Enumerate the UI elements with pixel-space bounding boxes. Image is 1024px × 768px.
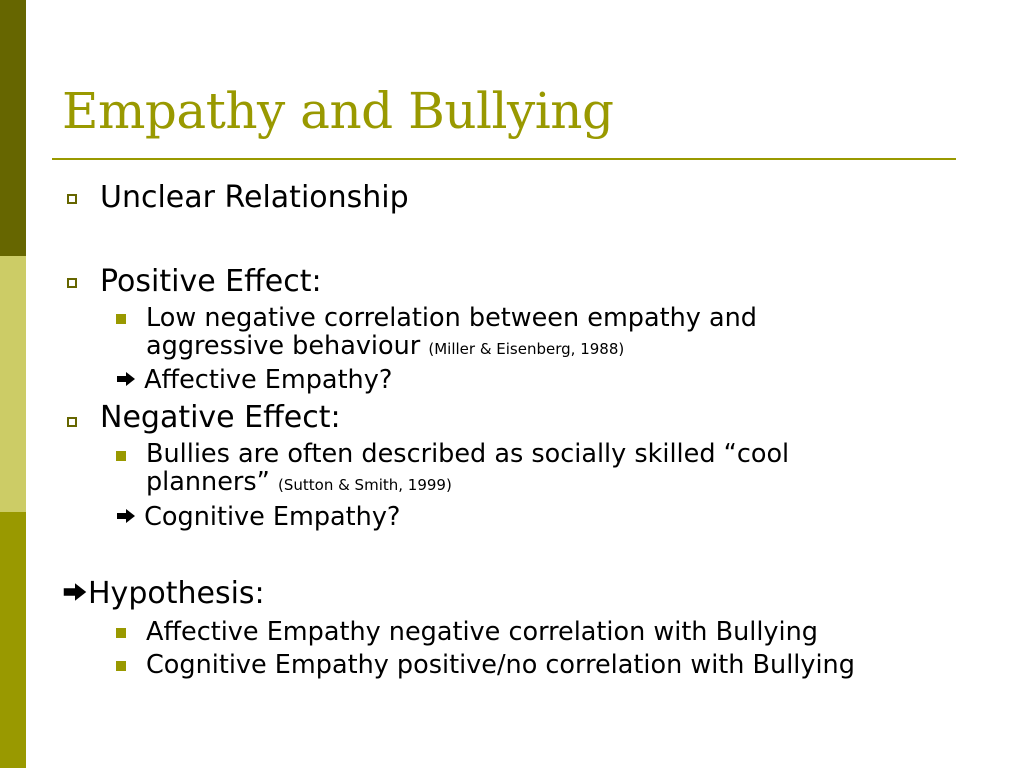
slide-title: Empathy and Bullying bbox=[62, 82, 614, 140]
positive-sub-line1: Low negative correlation between empathy and bbox=[146, 303, 757, 333]
positive-sub-line2 bbox=[146, 332, 624, 363]
negative-arrow-line bbox=[116, 503, 400, 531]
title-underline bbox=[52, 158, 956, 160]
filled-square-bullet-icon bbox=[116, 628, 126, 638]
hypothesis-item: Affective Empathy negative correlation with Bullying bbox=[146, 617, 818, 647]
square-bullet-icon bbox=[67, 194, 77, 204]
square-bullet-icon bbox=[67, 278, 77, 288]
negative-sub-line2 bbox=[146, 468, 452, 499]
hypothesis-label: Hypothesis: bbox=[88, 576, 265, 611]
side-band-middle bbox=[0, 256, 26, 512]
positive-arrow-text: Affective Empathy? bbox=[144, 365, 393, 395]
bullet-unclear-relationship: Unclear Relationship bbox=[100, 180, 409, 215]
filled-square-bullet-icon bbox=[116, 314, 126, 324]
negative-sub-text: planners” bbox=[146, 467, 270, 497]
filled-square-bullet-icon bbox=[116, 451, 126, 461]
bullet-negative-effect: Negative Effect: bbox=[100, 400, 341, 435]
negative-arrow-text: Cognitive Empathy? bbox=[144, 502, 401, 532]
hypothesis-heading bbox=[62, 577, 265, 611]
right-arrow-icon bbox=[62, 582, 88, 602]
positive-sub-text: aggressive behaviour bbox=[146, 331, 421, 361]
negative-sub-line1: Bullies are often described as socially skilled “cool bbox=[146, 439, 790, 469]
right-arrow-icon bbox=[116, 371, 136, 387]
right-arrow-icon bbox=[116, 508, 136, 524]
square-bullet-icon bbox=[67, 417, 77, 427]
side-band-top bbox=[0, 0, 26, 256]
positive-arrow-line bbox=[116, 366, 392, 394]
bullet-positive-effect: Positive Effect: bbox=[100, 264, 322, 299]
filled-square-bullet-icon bbox=[116, 661, 126, 671]
side-band-bottom bbox=[0, 512, 26, 768]
negative-citation: (Sutton & Smith, 1999) bbox=[278, 476, 452, 494]
hypothesis-item: Cognitive Empathy positive/no correlation with Bullying bbox=[146, 650, 855, 680]
positive-citation: (Miller & Eisenberg, 1988) bbox=[428, 340, 625, 358]
